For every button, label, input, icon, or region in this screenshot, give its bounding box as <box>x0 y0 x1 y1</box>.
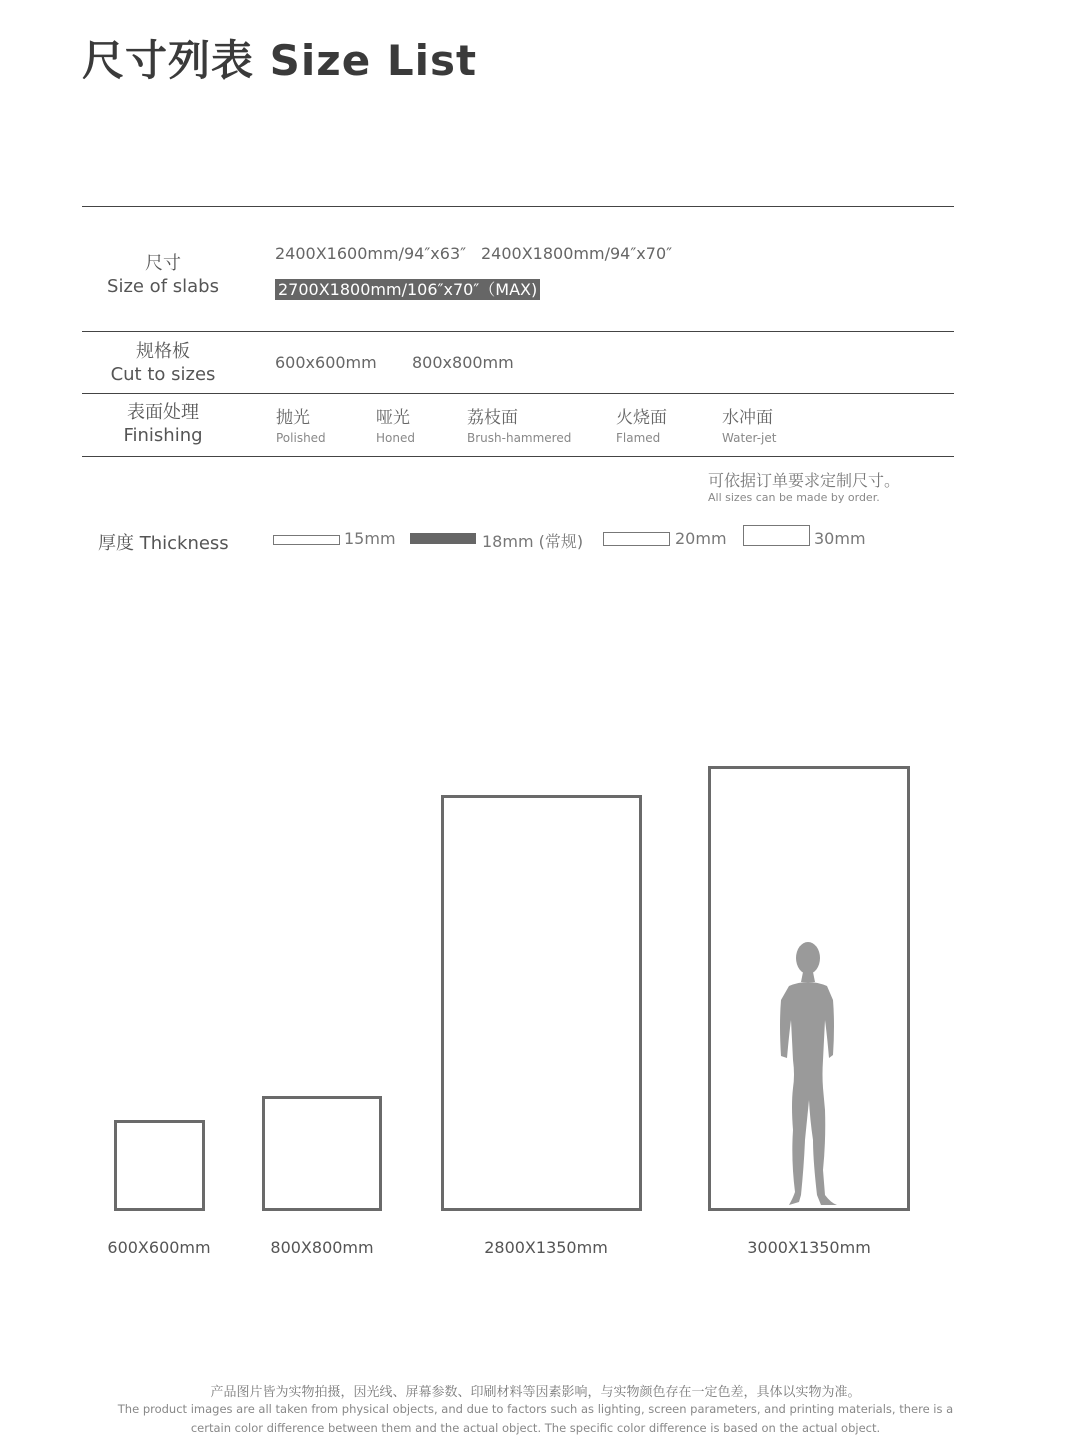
thickness-18mm-text: 18mm (常规) <box>482 532 584 551</box>
finish-polished <box>276 403 326 445</box>
slabs-label-en: Size of slabs <box>107 276 219 297</box>
slab-800x800 <box>262 1096 382 1211</box>
slab-size-2: 2400X1800mm/94″x70″ <box>481 244 673 263</box>
footer-disclaimer <box>0 1381 1071 1438</box>
finish-cn: 水冲面 <box>722 408 773 428</box>
finish-flamed <box>616 403 667 445</box>
page-title: 尺寸列表 Size List <box>82 36 478 85</box>
thickness-30mm-text: 30mm <box>814 529 866 548</box>
slabs-row-label <box>78 252 248 298</box>
finish-en: Flamed <box>616 431 661 445</box>
thickness-bar-18mm <box>410 533 476 544</box>
table-top-rule <box>82 206 954 207</box>
finish-water-jet <box>722 403 776 445</box>
slab-label-2800: 2800X1350mm <box>484 1238 608 1257</box>
finishing-label-en: Finishing <box>123 425 203 446</box>
footer-en-line1: The product images are all taken from physical objects, and due to factors such as lighting, screen parameters, and printing materials, there is a <box>117 1402 954 1416</box>
finishing-label-cn: 表面处理 <box>127 402 199 423</box>
slab-2800x1350 <box>441 795 642 1211</box>
slab-label-3000: 3000X1350mm <box>747 1238 871 1257</box>
cut-row-label <box>78 340 248 386</box>
human-silhouette-icon <box>765 940 855 1210</box>
cut-label-en: Cut to sizes <box>110 364 216 385</box>
finish-honed <box>376 403 415 445</box>
footer-cn: 产品图片皆为实物拍摄，因光线、屏幕参数、印刷材料等因素影响，与实物颜色存在一定色差，具体以实物为准。 <box>210 1385 861 1400</box>
table-bottom-rule <box>82 456 954 457</box>
cut-label-cn: 规格板 <box>136 341 190 362</box>
slab-600x600 <box>114 1120 205 1211</box>
slab-size-1: 2400X1600mm/94″x63″ <box>275 244 467 263</box>
slab-size-max-highlight: 2700X1800mm/106″x70″（MAX) <box>275 279 540 300</box>
finish-en: Polished <box>276 431 326 445</box>
slab-size-max <box>275 277 540 300</box>
finish-cn: 哑光 <box>376 408 410 428</box>
thickness-20mm-text: 20mm <box>675 529 727 548</box>
thickness-bar-30mm <box>743 525 810 546</box>
custom-note-en: All sizes can be made by order. <box>708 491 880 504</box>
finish-brush-hammered <box>467 403 571 445</box>
slab-label-600: 600X600mm <box>107 1238 211 1257</box>
thickness-15mm-text: 15mm <box>344 529 396 548</box>
finishing-row-label <box>78 401 248 447</box>
thickness-label: 厚度 Thickness <box>98 533 229 554</box>
finish-cn: 荔枝面 <box>467 408 518 428</box>
slab-label-800: 800X800mm <box>270 1238 374 1257</box>
table-rule-1 <box>82 331 954 332</box>
finish-en: Honed <box>376 431 415 445</box>
cut-size-1: 600x600mm <box>275 353 377 372</box>
custom-note-cn: 可依据订单要求定制尺寸。 <box>708 471 901 490</box>
footer-en-line2: certain color difference between them and the actual object. The specific color difference is based on the actual object. <box>190 1421 881 1435</box>
finish-cn: 火烧面 <box>616 408 667 428</box>
finish-en: Water-jet <box>722 431 777 445</box>
thickness-bar-20mm <box>603 532 670 546</box>
thickness-bar-15mm <box>273 535 340 545</box>
slabs-label-cn: 尺寸 <box>145 253 181 274</box>
table-rule-2 <box>82 393 954 394</box>
custom-size-note <box>708 468 900 504</box>
finish-en: Brush-hammered <box>467 431 572 445</box>
cut-size-2: 800x800mm <box>412 353 514 372</box>
finish-cn: 抛光 <box>276 408 310 428</box>
